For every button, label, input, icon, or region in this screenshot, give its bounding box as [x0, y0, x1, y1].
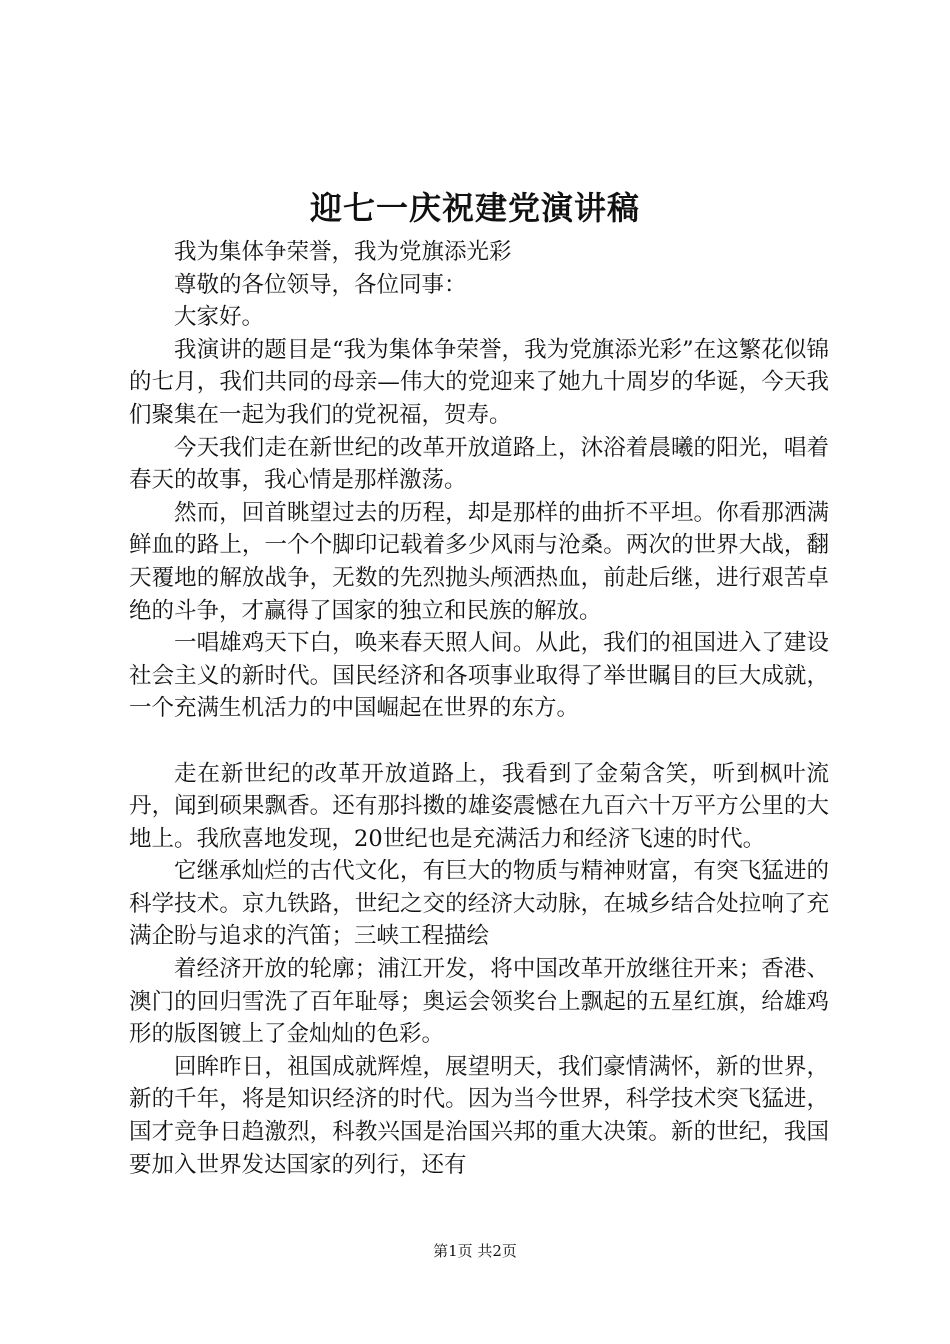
paragraph-subtitle: 我为集体争荣誉，我为党旗添光彩	[174, 239, 512, 265]
paragraph: 走在新世纪的改革开放道路上，我看到了金菊含笑，听到枫叶流丹，闻到硕果飘香。还有那抖擞的雄姿震憾在九百六十万平方公里的大地上。我欣喜地发现，20世纪也是充满活力和经济飞速的时代。	[129, 760, 829, 852]
document-title: 迎七一庆祝建党演讲稿	[309, 189, 640, 227]
paragraph: 着经济开放的轮廓；浦江开发，将中国改革开放继往开来；香港、澳门的回归雪洗了百年耻辱；奥运会领奖台上飘起的五星红旗，给雄鸡形的版图镀上了金灿灿的色彩。	[129, 956, 829, 1048]
paragraph: 它继承灿烂的古代文化，有巨大的物质与精神财富，有突飞猛进的科学技术。京九铁路，世纪之交的经济大动脉，在城乡结合处拉响了充满企盼与追求的汽笛；三峡工程描绘	[129, 858, 829, 950]
paragraph: 然而，回首眺望过去的历程，却是那样的曲折不平坦。你看那洒满鲜血的路上，一个个脚印记载着多少风雨与沧桑。两次的世界大战，翻天覆地的解放战争，无数的先烈抛头颅洒热血，前赴后继，进行艰苦卓绝的斗争，才赢得了国家的独立和民族的解放。	[129, 499, 829, 624]
paragraph: 一唱雄鸡天下白，唤来春天照人间。从此，我们的祖国进入了建设社会主义的新时代。国民经济和各项事业取得了举世瞩目的巨大成就，一个充满生机活力的中国崛起在世界的东方。	[129, 630, 829, 722]
paragraph: 我演讲的题目是“我为集体争荣誉，我为党旗添光彩”在这繁花似锦的七月，我们共同的母亲—伟大的党迎来了她九十周岁的华诞，今天我们聚集在一起为我们的党祝福，贺寿。	[129, 336, 829, 428]
document-body	[129, 236, 829, 1181]
paragraph: 今天我们走在新世纪的改革开放道路上，沐浴着晨曦的阳光，唱着春天的故事，我心情是那样激荡。	[129, 434, 829, 494]
paragraph-salutation: 尊敬的各位领导，各位同事：	[174, 271, 467, 298]
blank-line	[129, 725, 829, 758]
page-footer: 第1页 共2页	[433, 1242, 517, 1260]
paragraph: 回眸昨日，祖国成就辉煌，展望明天，我们豪情满怀，新的世界，新的千年，将是知识经济的时代。因为当今世界，科学技术突飞猛进，国才竞争日趋激烈，科教兴国是治国兴邦的重大决策。新的世纪，我国要加入世界发达国家的列行，还有	[129, 1053, 829, 1178]
paragraph-greeting: 大家好。	[174, 304, 265, 331]
